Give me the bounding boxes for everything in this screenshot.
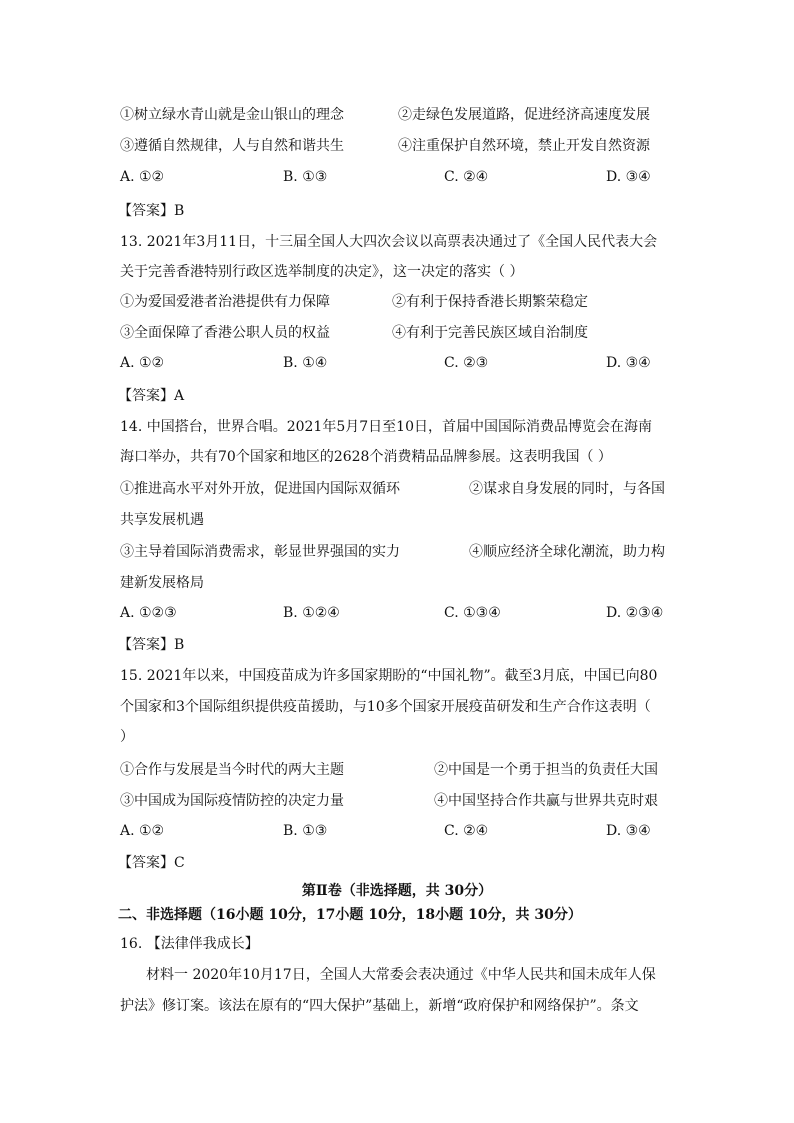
q12-choice-c: C. ②④	[444, 169, 489, 185]
q15-choice-c: C. ②④	[444, 823, 489, 839]
q15-stem-line-1: 15. 2021年以来，中国疫苗成为许多国家期盼的“中国礼物”。截至3月底，中国已向80	[120, 668, 658, 684]
q13-stem-line-2: 关于完善香港特别行政区选举制度的决定》，这一决定的落实（ ）	[120, 264, 524, 280]
part-2-title: 第Ⅱ卷（非选择题，共 30分）	[301, 883, 493, 899]
q14-choice-c: C. ①③④	[444, 605, 501, 621]
q13-choice-b: B. ①④	[283, 355, 328, 371]
q12-option-2: ②走绿色发展道路，促进经济高速度发展	[398, 107, 650, 123]
q15-option-4: ④中国坚持合作共赢与世界共克时艰	[434, 793, 658, 809]
q15-option-2: ②中国是一个勇于担当的负责任大国	[434, 762, 658, 778]
q13-answer: 【答案】A	[118, 388, 185, 404]
q15-choice-b: B. ①③	[283, 823, 328, 839]
q15-choice-a: A. ①②	[120, 823, 165, 839]
q15-answer: 【答案】C	[118, 855, 185, 871]
q13-choice-c: C. ②③	[444, 355, 489, 371]
q12-option-1: ①树立绿水青山就是金山银山的理念	[120, 107, 344, 123]
q15-stem-line-3: ）	[120, 729, 134, 745]
q12-answer: 【答案】B	[118, 203, 185, 219]
q16-material-line-2: 护法》修订案。该法在原有的“四大保护”基础上，新增“政府保护和网络保护”。条文	[120, 998, 639, 1014]
q15-option-3: ③中国成为国际疫情防控的决定力量	[120, 793, 344, 809]
q13-option-2: ②有利于保持香港长期繁荣稳定	[392, 294, 588, 310]
q14-option-2-cont: 共享发展机遇	[120, 512, 204, 528]
q15-choice-d: D. ③④	[606, 823, 651, 839]
q12-choice-d: D. ③④	[606, 169, 651, 185]
q14-stem-line-1: 14. 中国搭台，世界合唱。2021年5月7日至10日，首届中国国际消费品博览会在海南	[120, 419, 652, 435]
q14-choice-a: A. ①②③	[120, 605, 177, 621]
q16-title: 16. 【法律伴我成长】	[120, 936, 259, 952]
q13-choice-a: A. ①②	[120, 355, 165, 371]
q13-option-1: ①为爱国爱港者治港提供有力保障	[120, 294, 330, 310]
q14-option-1: ①推进高水平对外开放，促进国内国际双循环	[120, 481, 400, 497]
q14-choice-b: B. ①②④	[283, 605, 340, 621]
q14-stem-line-2: 海口举办，共有70个国家和地区的2628个消费精品品牌参展。这表明我国（ ）	[120, 449, 612, 465]
q14-choice-d: D. ②③④	[606, 605, 664, 621]
q13-option-4: ④有利于完善民族区域自治制度	[392, 325, 588, 341]
q15-stem-line-2: 个国家和3个国际组织提供疫苗援助，与10多个国家开展疫苗研发和生产合作这表明（	[120, 699, 651, 715]
q14-answer: 【答案】B	[118, 637, 185, 653]
q14-option-2: ②谋求自身发展的同时，与各国	[469, 481, 665, 497]
q14-option-4-cont: 建新发展格局	[120, 575, 204, 591]
q12-choice-a: A. ①②	[120, 169, 165, 185]
section-2-title: 二、非选择题（16小题 10分，17小题 10分，18小题 10分，共 30分）	[118, 907, 582, 923]
q12-option-4: ④注重保护自然环境，禁止开发自然资源	[398, 138, 650, 154]
q12-choice-b: B. ①③	[283, 169, 328, 185]
q12-option-3: ③遵循自然规律，人与自然和谐共生	[120, 138, 344, 154]
q13-option-3: ③全面保障了香港公职人员的权益	[120, 325, 330, 341]
q14-option-3: ③主导着国际消费需求，彰显世界强国的实力	[120, 544, 400, 560]
q14-option-4: ④顺应经济全球化潮流，助力构	[469, 544, 665, 560]
q13-stem-line-1: 13. 2021年3月11日，十三届全国人大四次会议以高票表决通过了《全国人民代表大会	[120, 234, 658, 250]
q13-choice-d: D. ③④	[606, 355, 651, 371]
q15-option-1: ①合作与发展是当今时代的两大主题	[120, 762, 344, 778]
q16-material-line-1: 材料一 2020年10月17日，全国人大常委会表决通过《中华人民共和国未成年人保	[146, 967, 656, 983]
